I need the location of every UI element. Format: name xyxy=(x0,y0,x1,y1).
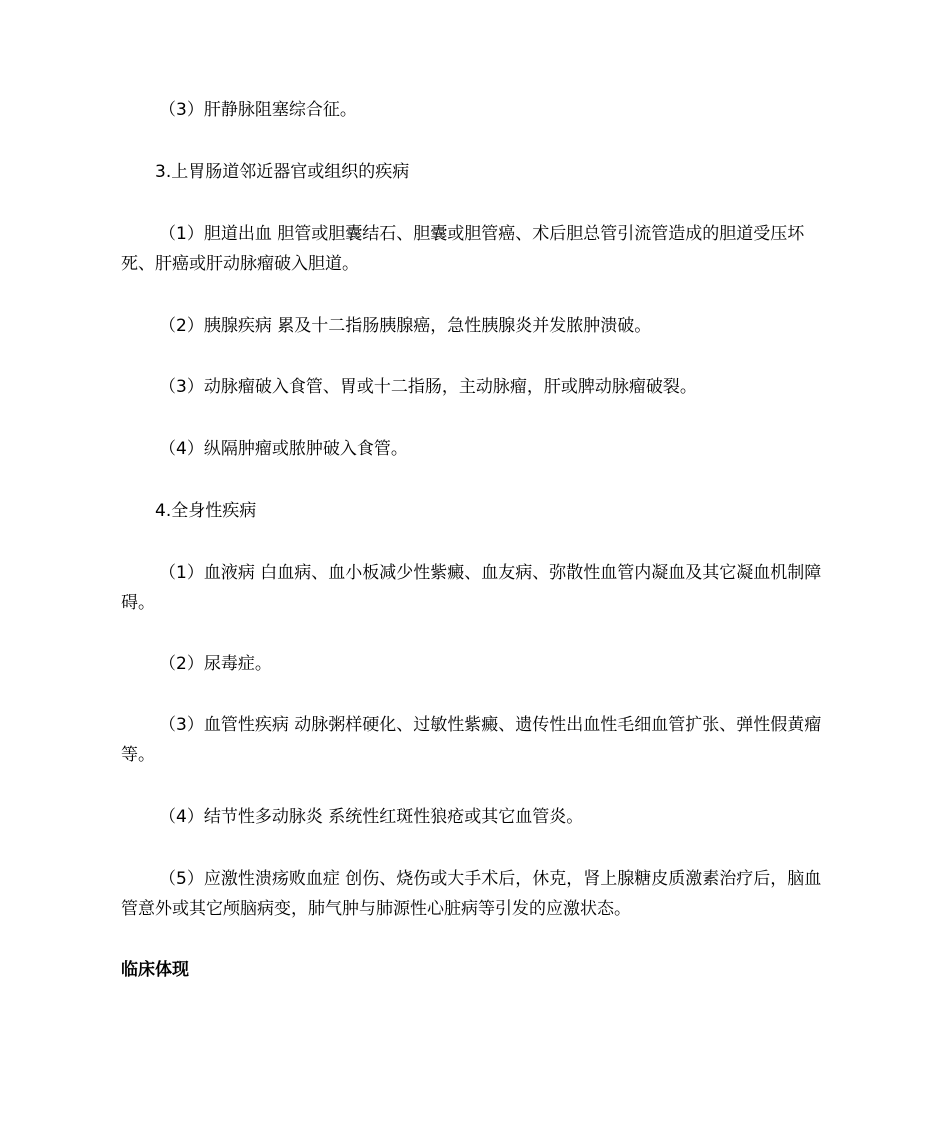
section-heading-clinical-manifestation: 临床体现 xyxy=(121,960,189,980)
paragraph-pancreatic-disease: （2）胰腺疾病 累及十二指肠胰腺癌，急性胰腺炎并发脓肿溃破。 xyxy=(159,316,652,336)
paragraph-biliary-bleeding: （1）胆道出血 胆管或胆囊结石、胆囊或胆管癌、术后胆总管引流管造成的胆道受压坏死、肝癌或肝动脉瘤破入胆道。 xyxy=(121,224,805,274)
paragraph-aneurysm-rupture: （3）动脉瘤破入食管、胃或十二指肠，主动脉瘤，肝或脾动脉瘤破裂。 xyxy=(159,377,697,397)
paragraph-vascular-disease: （3）血管性疾病 动脉粥样硬化、过敏性紫癜、遗传性出血性毛细血管扩张、弹性假黄瘤等。 xyxy=(121,715,822,765)
paragraph-uremia: （2）尿毒症。 xyxy=(159,654,272,674)
paragraph-heading-systemic-disease: 4.全身性疾病 xyxy=(155,501,257,521)
paragraph-mediastinal-tumor: （4）纵隔肿瘤或脓肿破入食管。 xyxy=(159,439,408,459)
paragraph-hepatic-vein-obstruction: （3）肝静脉阻塞综合征。 xyxy=(159,100,357,120)
paragraph-blood-disease: （1）血液病 白血病、血小板减少性紫癜、血友病、弥散性血管内凝血及其它凝血机制障碍。 xyxy=(121,563,822,613)
paragraph-stress-ulcer: （5）应激性溃疡败血症 创伤、烧伤或大手术后，休克，肾上腺糖皮质激素治疗后，脑血管意外或其它颅脑病变，肺气肿与肺源性心脏病等引发的应激状态。 xyxy=(121,869,822,919)
paragraph-polyarteritis: （4）结节性多动脉炎 系统性红斑性狼疮或其它血管炎。 xyxy=(159,807,584,827)
paragraph-heading-adjacent-organs: 3.上胃肠道邻近器官或组织的疾病 xyxy=(155,162,410,182)
